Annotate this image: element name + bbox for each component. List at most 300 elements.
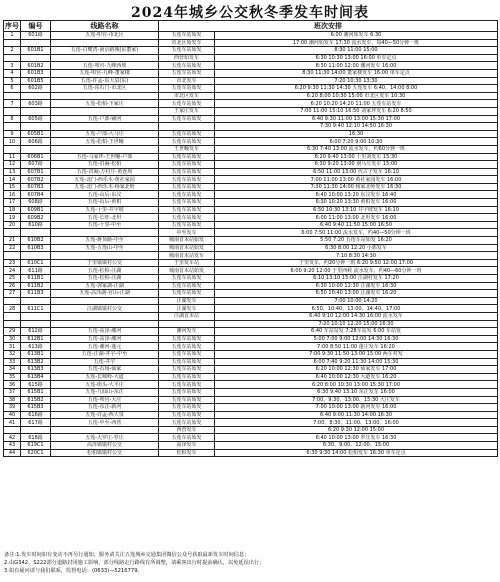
route-name-cell [51, 123, 159, 131]
route-code-cell: 607B1 [21, 168, 51, 176]
departure-point-cell: 五莲车站始发 [159, 32, 215, 40]
table-row [4, 366, 498, 374]
route-code-cell [21, 229, 51, 237]
schedule-cell: 6:40 10:00 13:20 东汶发车 16:40 [215, 191, 498, 199]
schedule-cell: 7:00、9:30、13:00、15:30 大庄发车 [215, 396, 498, 404]
departure-point-cell: 五莲车站始发 [159, 161, 215, 169]
schedule-cell: 8:30 11:30 14:00 董家楼发车 16:00 单车定点 [215, 69, 498, 77]
route-code-cell [21, 426, 51, 434]
route-name-cell: 五莲-北门-西乐木-黄社家园 [51, 176, 159, 184]
seq-cell: 9 [4, 130, 21, 138]
schedule-cell: 6:20 10:20 14:20 11:00 五莲车站发车 [215, 100, 498, 108]
table-row [4, 259, 498, 267]
table-row [4, 107, 498, 115]
schedule-cell: 8:30 11:00 12:00 潮河发车 16:00 [215, 62, 498, 70]
header-seq: 序号 [5, 21, 19, 30]
route-name-cell: 五莲-东石门-市北区 [51, 85, 159, 93]
departure-point-cell: 松柏发车 [159, 449, 215, 457]
route-name-cell: 五莲-街头-大平庄 [51, 381, 159, 389]
route-code-cell: 612B1 [21, 335, 51, 343]
seq-cell: 18 [4, 206, 21, 214]
table-row [4, 69, 498, 77]
schedule-cell: 6:30 9:30 14:00 松柏发车 16:30 单车定点 [215, 449, 498, 457]
schedule-cell: 6:30 8:00 12:20 小郭发车 [215, 244, 498, 252]
route-name-cell: 五莲-北门-西乐木-杨家北岭 [51, 183, 159, 191]
route-name-cell: 五莲-松柏-王家庄 [51, 100, 159, 108]
departure-point-cell: 汪湖首末站 [159, 312, 215, 320]
seq-cell: 2 [4, 47, 21, 55]
route-name-cell: 五莲-中至-西营 [51, 419, 159, 427]
route-name-cell: 五莲-高泽-潮河 [51, 335, 159, 343]
table-row [4, 183, 498, 191]
route-name-cell: 五莲-户部-大马庄 [51, 130, 159, 138]
departure-point-cell: 五莲车站始发 [159, 153, 215, 161]
table-row [4, 32, 498, 40]
schedule-cell: 6:50 10:40 13:00 汪湖发车 16:20 [215, 290, 498, 298]
route-code-cell: 615B3 [21, 404, 51, 412]
table-row [4, 328, 498, 336]
schedule-cell: 7:00 11:00 13:00 黄社家园发车 16:00 [215, 176, 498, 184]
route-code-cell: 601B2 [21, 62, 51, 70]
route-name-cell: 五莲-十里-中至 [51, 221, 159, 229]
route-code-cell: 607B2 [21, 176, 51, 184]
departure-point-cell: 西营始发车 [159, 54, 215, 62]
departure-point-cell: 五莲车站始发 [159, 275, 215, 283]
seq-cell: 5 [4, 77, 21, 85]
seq-cell: 17 [4, 199, 21, 207]
route-name-cell: 五莲-大罗庄-罗庄 [51, 434, 159, 442]
header-schedule: 班次安排 [159, 21, 498, 32]
schedule-cell: 6:40 9:30 11:00 13:00 15:30 17:00 [215, 115, 498, 123]
departure-point-cell: 城南首末站发车 [159, 252, 215, 260]
departure-point-cell: 市北发车 [159, 77, 215, 85]
route-code-cell: 607B4 [21, 191, 51, 199]
departure-point-cell: 市北区发车 [159, 92, 215, 100]
route-name-cell: 五莲-长旺-北坦 [51, 214, 159, 222]
route-code-cell: 603路 [21, 100, 51, 108]
route-code-cell [21, 297, 51, 305]
schedule-cell: 6:20 8:00 10:30 13:00 15:30 17:00 [215, 381, 498, 389]
schedule-cell: 6:30 10:20 13:30 黄柏发车 16:00 [215, 199, 498, 207]
departure-point-cell: 中至发车 [159, 229, 215, 237]
timetable-body [4, 32, 498, 457]
departure-point-cell: 五莲车站始发 [159, 388, 215, 396]
departure-point-cell: 西营发车 [159, 426, 215, 434]
route-code-cell [21, 39, 51, 47]
seq-cell: 40 [4, 411, 21, 419]
table-row [4, 92, 498, 100]
seq-cell: 41 [4, 419, 21, 427]
departure-point-cell: 五莲车站始发 [159, 358, 215, 366]
seq-cell: 39 [4, 404, 21, 412]
route-code-cell: 613B2 [21, 358, 51, 366]
seq-cell: 43 [4, 442, 21, 450]
schedule-cell: 6:40 9:40 11:50 15:00 16:50 [215, 221, 498, 229]
header-route-name: 线路名称 [51, 21, 159, 32]
table-row [4, 350, 498, 358]
schedule-cell: 7:00 11:00 15:10 16:50 刘家坪发车 6:20 8:50 [215, 107, 498, 115]
route-code-cell: 605路 [21, 115, 51, 123]
route-code-cell: 611B2 [21, 282, 51, 290]
seq-cell: 24 [4, 267, 21, 275]
seq-cell [4, 297, 21, 305]
route-code-cell: 609B1 [21, 206, 51, 214]
schedule-cell: 6:30 9:20 13:00 南马庄发车 15:00 [215, 161, 498, 169]
route-code-cell: 615B2 [21, 396, 51, 404]
note-line: 3.如有疑问请与我们联系，监督电话：(0633)—5216779。 [4, 568, 143, 574]
table-row [4, 244, 498, 252]
schedule-cell: 6:40 10:00 13:00 罗庄发车 16:30 [215, 434, 498, 442]
route-name-cell [51, 426, 159, 434]
route-name-cell [51, 312, 159, 320]
schedule-cell: 7:20 10:10 12:20 15:00 16:30 [215, 320, 498, 328]
departure-point-cell [159, 320, 215, 328]
route-code-cell: 609B2 [21, 214, 51, 222]
route-name-cell: 五莲-蒋顶路-中至 [51, 237, 159, 245]
schedule-cell: 6:20 9:30 11:30 14:30 五莲发车 6:40，14:00 8:00 [215, 85, 498, 93]
route-code-cell: 610B2 [21, 237, 51, 245]
route-code-cell: 601B3 [21, 69, 51, 77]
seq-cell: 7 [4, 100, 21, 108]
seq-cell: 34 [4, 366, 21, 374]
seq-cell: 11 [4, 153, 21, 161]
schedule-cell: 6:20 8:00 10:30 15:00 市北区发车 10:30 [215, 92, 498, 100]
route-name-cell: 五莲-东汪-新河 [51, 404, 159, 412]
table-row [4, 168, 498, 176]
table-row [4, 191, 498, 199]
seq-cell: 8 [4, 115, 21, 123]
table-header-row [4, 21, 498, 32]
table-row [4, 404, 498, 412]
table-row [4, 426, 498, 434]
departure-point-cell: 五莲车站始发 [159, 290, 215, 298]
departure-point-cell: 五莲车站始发 [159, 335, 215, 343]
seq-cell: 3 [4, 62, 21, 70]
seq-cell [4, 123, 21, 131]
timetable [3, 20, 498, 457]
departure-point-cell: 五莲车站始发 [159, 183, 215, 191]
departure-point-cell: 五莲车站始发 [159, 191, 215, 199]
route-name-cell: 五莲-叩官-九峰西坡 [51, 62, 159, 70]
schedule-cell: 7:30 9:40 12:10 14:50 16:30 [215, 123, 498, 131]
route-code-cell: 611C1 [21, 305, 51, 313]
departure-point-cell: 五莲车站始发 [159, 115, 215, 123]
route-name-cell [51, 297, 159, 305]
schedule-cell: 6:30、9:00、12:00、15:00 [215, 442, 498, 450]
route-name-cell: 五莲-郭家湖-汪湖 [51, 282, 159, 290]
table-row [4, 138, 498, 146]
schedule-cell: 7:00 9:30 11:50 13:00 15:00 两车对发 [215, 350, 498, 358]
seq-cell: 28 [4, 305, 21, 313]
departure-point-cell: 汪湖发车 [159, 305, 215, 313]
route-name-cell: 五莲-山后-东汶 [51, 191, 159, 199]
route-name-cell: 松柏镇镇村公交 [51, 449, 159, 457]
schedule-cell: 6:40 9:00 11:30 14:00 16:30 [215, 411, 498, 419]
route-code-cell: 615B1 [21, 388, 51, 396]
schedule-cell: 6:00 7:20 9:00 10:30 [215, 138, 498, 146]
table-row [4, 199, 498, 207]
schedule-cell: 6:40 10:00 12:30 大道发车 16:20 [215, 373, 498, 381]
schedule-cell: 6:00 潮河始发车 6:30 [215, 32, 498, 40]
table-row [4, 85, 498, 93]
schedule-cell: 7:00 10:00 13:00 新河发车 16:00 [215, 404, 498, 412]
schedule-cell: 16:30 [215, 130, 498, 138]
departure-point-cell: 五莲车站始发 [159, 434, 215, 442]
schedule-cell: 6:30 9:40 13:10 东汪发车 16:00 [215, 388, 498, 396]
table-row [4, 305, 498, 313]
route-name-cell: 五莲-叩官-市北区 [51, 32, 159, 40]
route-name-cell: 五莲-石场-仙家 [51, 366, 159, 374]
table-row [4, 297, 498, 305]
table-row [4, 373, 498, 381]
departure-point-cell: 五莲车站始发 [159, 396, 215, 404]
seq-cell: 10 [4, 138, 21, 146]
route-code-cell: 613B3 [21, 366, 51, 374]
seq-cell [4, 320, 21, 328]
route-name-cell: 五莲-潮河-蓬元 [51, 343, 159, 351]
table-row [4, 77, 498, 85]
route-code-cell [21, 123, 51, 131]
seq-cell: 31 [4, 343, 21, 351]
seq-cell: 29 [4, 328, 21, 336]
seq-cell [4, 252, 21, 260]
schedule-cell: 6:10 13:10 15:00 汪湖村发车 17:20 [215, 275, 498, 283]
seq-cell: 21 [4, 237, 21, 245]
seq-cell: 13 [4, 168, 21, 176]
schedule-cell: 6:30 7:40 13:00 流水发车，约60分钟一班 [215, 145, 498, 153]
departure-point-cell: 五莲车站始发 [159, 366, 215, 374]
seq-cell: 19 [4, 214, 21, 222]
route-name-cell [51, 54, 159, 62]
route-code-cell: 608路 [21, 199, 51, 207]
route-name-cell: 五莲-高泽-潮河 [51, 328, 159, 336]
schedule-cell: 8:30 11:00 15:00 [215, 47, 498, 55]
route-code-cell: 611路 [21, 267, 51, 275]
schedule-cell: 6:50 10:30 13:10 井宇坡发车 16:10 [215, 206, 498, 214]
departure-point-cell: 五莲车站始发 [159, 206, 215, 214]
route-name-cell: 五莲-井宇 [51, 358, 159, 366]
route-code-cell: 605B1 [21, 130, 51, 138]
route-name-cell: 五莲-许孟-东大泉(东) [51, 77, 159, 85]
departure-point-cell: 五莲车站始发 [159, 419, 215, 427]
route-code-cell: 606路 [21, 138, 51, 146]
departure-point-cell: 五莲车站始发 [159, 85, 215, 93]
schedule-cell: 17:00 潮河始发车 17:30 流水发车，每40—50分钟一班 [215, 39, 498, 47]
route-code-cell [21, 312, 51, 320]
seq-cell [4, 39, 21, 47]
route-name-cell: 五莲-户部-铺河 [51, 115, 159, 123]
departure-point-cell: 五莲车站始发 [159, 411, 215, 419]
table-row [4, 388, 498, 396]
schedule-cell: 6:40 车站站发 7:28车站发 6:00 车站发 [215, 328, 498, 336]
table-row [4, 343, 498, 351]
route-name-cell [51, 107, 159, 115]
schedule-cell: 于里发车，约20分钟一班 6:20 9:50 12:00 17:00 [215, 259, 498, 267]
seq-cell: 1 [4, 32, 21, 40]
departure-point-cell: 城南首末站始发 [159, 244, 215, 252]
table-row [4, 62, 498, 70]
departure-point-cell: 五莲车站始发 [159, 138, 215, 146]
seq-cell [4, 145, 21, 153]
schedule-cell: 7:10 8:30 14:30 [215, 252, 498, 260]
table-row [4, 282, 498, 290]
seq-cell: 23 [4, 259, 21, 267]
table-row [4, 434, 498, 442]
route-code-cell: 613B4 [21, 373, 51, 381]
table-row [4, 312, 498, 320]
route-name-cell: 五莲-叩官-九峰-董家楼 [51, 69, 159, 77]
route-code-cell: 615路 [21, 381, 51, 389]
departure-point-cell: 五莲车站始发 [159, 47, 215, 55]
route-name-cell: 五莲-松柏-汪湖 [51, 275, 159, 283]
schedule-cell: 7:00、8:30、11:00、13:00、16:00 [215, 419, 498, 427]
schedule-cell: 6:40 9:10 12:00 14:30 16:00 流水发车 [215, 312, 498, 320]
seq-cell: 26 [4, 282, 21, 290]
departure-point-cell: 潮河发车 [159, 328, 215, 336]
route-code-cell: 607路 [21, 161, 51, 169]
route-name-cell [51, 252, 159, 260]
schedule-cell: 6:00 7:40 9:20 11:30 14:00 15:30 [215, 358, 498, 366]
route-name-cell [51, 229, 159, 237]
route-code-cell: 607B3 [21, 183, 51, 191]
seq-cell: 38 [4, 396, 21, 404]
route-code-cell: 601B5 [21, 77, 51, 85]
route-code-cell: 610C1 [21, 259, 51, 267]
seq-cell [4, 54, 21, 62]
table-row [4, 290, 498, 298]
table-row [4, 358, 498, 366]
table-row [4, 381, 498, 389]
route-name-cell: 五莲-汪湖-井宇-中至 [51, 350, 159, 358]
seq-cell [4, 229, 21, 237]
schedule-cell: 5:50 7:20 五莲车站始发 16:20 [215, 237, 498, 245]
table-row [4, 145, 498, 153]
seq-cell: 42 [4, 434, 21, 442]
route-code-cell: 610路 [21, 221, 51, 229]
route-name-cell: 五莲-洪凝-万村庄-黄连坝 [51, 168, 159, 176]
table-row [4, 237, 498, 245]
table-row [4, 115, 498, 123]
schedule-cell: 6:50、10:40、13:00、14:40、17:00 [215, 305, 498, 313]
route-code-cell: 616路 [21, 411, 51, 419]
departure-point-cell: 五莲车站始发 [159, 381, 215, 389]
header-code: 编号 [21, 21, 51, 32]
departure-point-cell: 五莲车站始发 [159, 373, 215, 381]
seq-cell: 30 [4, 335, 21, 343]
seq-cell: 27 [4, 290, 21, 298]
table-row [4, 411, 498, 419]
table-row [4, 130, 498, 138]
schedule-cell: 6:20 10:00 12:30 仙家发车 17:00 [215, 366, 498, 374]
schedule-cell: 7:00 10:00 14:20 [215, 297, 498, 305]
table-row [4, 275, 498, 283]
route-code-cell [21, 145, 51, 153]
departure-point-cell: 五莲车站始发 [159, 100, 215, 108]
route-code-cell: 606B1 [21, 153, 51, 161]
route-code-cell: 601路 [21, 32, 51, 40]
departure-point-cell: 五莲车站始发 [159, 214, 215, 222]
seq-cell: 4 [4, 69, 21, 77]
table-row [4, 39, 498, 47]
route-code-cell [21, 92, 51, 100]
departure-point-cell: 五莲车站始发 [159, 221, 215, 229]
route-name-cell: 五莲-叩官-大庄 [51, 396, 159, 404]
seq-cell: 35 [4, 373, 21, 381]
seq-cell: 12 [4, 161, 21, 169]
route-code-cell: 612路 [21, 328, 51, 336]
route-code-cell: 620C1 [21, 449, 51, 457]
seq-cell [4, 92, 21, 100]
schedule-cell: 6:20 9:30 12:00 15:00 [215, 426, 498, 434]
departure-point-cell: 城南首末站始发 [159, 237, 215, 245]
route-code-cell [21, 107, 51, 115]
route-name-cell: 五莲-马家坪-王世疃-户部 [51, 153, 159, 161]
departure-point-cell: 五莲车站始发 [159, 69, 215, 77]
table-row [4, 320, 498, 328]
seq-cell: 37 [4, 388, 21, 396]
table-row [4, 442, 498, 450]
table-row [4, 161, 498, 169]
schedule-cell: 7:20 10:30 13:30 [215, 77, 498, 85]
route-code-cell: 611B3 [21, 290, 51, 298]
seq-cell: 32 [4, 350, 21, 358]
schedule-cell: 6:00 9:20 12:00 于里西候 流水发车，约40—60分钟一班 [215, 267, 498, 275]
departure-point-cell: 五莲车站始发 [159, 130, 215, 138]
schedule-cell: 5:00 7:00 9:00 12:00 14:30 16:30 [215, 335, 498, 343]
schedule-cell: 6:20 9:40 13:00 十里刘发车 15:30 [215, 153, 498, 161]
route-name-cell [51, 92, 159, 100]
table-row [4, 176, 498, 184]
schedule-cell: 6:00 7:50 11:00 流水发车，约40—50分钟一班 [215, 229, 498, 237]
table-row [4, 335, 498, 343]
route-name-cell: 五莲-白鹭湾-南京路城(东董家) [51, 47, 159, 55]
route-code-cell: 601B1 [21, 47, 51, 55]
table-row [4, 449, 498, 457]
route-code-cell [21, 252, 51, 260]
table-row [4, 267, 498, 275]
note-line: 备注:1.发车时间如有变动不再另行通知，服务请关注五莲城乡交通集团微信公众号获取最新发车时间信息； [4, 552, 250, 558]
route-code-cell: 602路 [21, 85, 51, 93]
route-name-cell: 五莲-九仙山-东汪 [51, 388, 159, 396]
route-name-cell: 于里镇镇村公交 [51, 259, 159, 267]
seq-cell: 16 [4, 191, 21, 199]
departure-point-cell: 五莲车站始发 [159, 404, 215, 412]
table-row [4, 221, 498, 229]
table-row [4, 47, 498, 55]
seq-cell [4, 312, 21, 320]
route-name-cell: 五莲-松柏-汪湖 [51, 267, 159, 275]
route-code-cell: 618路 [21, 434, 51, 442]
departure-point-cell: 五莲车站始发 [159, 350, 215, 358]
table-row [4, 206, 498, 214]
route-code-cell: 619C1 [21, 442, 51, 450]
route-code-cell: 611B1 [21, 275, 51, 283]
seq-cell: 15 [4, 183, 21, 191]
table-row [4, 153, 498, 161]
route-name-cell: 五莲-十里-井宇坡 [51, 206, 159, 214]
route-name-cell [51, 145, 159, 153]
route-code-cell: 613B1 [21, 350, 51, 358]
seq-cell: 14 [4, 176, 21, 184]
departure-point-cell: 高泽发车 [159, 442, 215, 450]
table-row [4, 396, 498, 404]
departure-point-cell: 五莲车站始发 [159, 343, 215, 351]
route-name-cell: 五莲-五莲山-中至 [51, 244, 159, 252]
route-code-cell: 610B3 [21, 244, 51, 252]
route-code-cell: 617路 [21, 419, 51, 427]
departure-point-cell: 五莲车站始发 [159, 199, 215, 207]
schedule-cell: 7:00 8:50 11:00 蓬庄发车 16:20 [215, 343, 498, 351]
